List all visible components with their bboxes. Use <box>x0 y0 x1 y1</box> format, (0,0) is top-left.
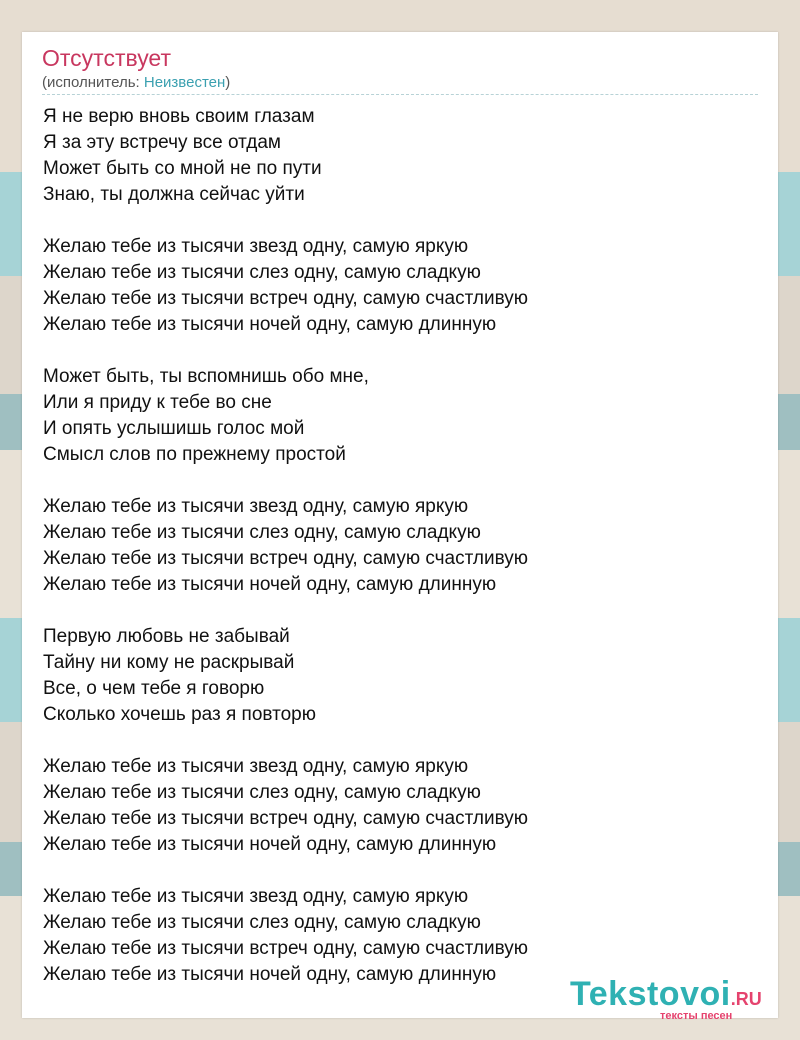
lyric-line: Желаю тебе из тысячи слез одну, самую сладкую <box>43 912 481 933</box>
stanza-chorus <box>43 884 528 988</box>
stanza <box>43 104 528 208</box>
artist-line <box>42 74 230 92</box>
lyrics-card <box>22 32 778 1022</box>
lyrics-body <box>43 104 528 988</box>
lyric-line: Желаю тебе из тысячи ночей одну, самую длинную <box>43 964 497 985</box>
lyric-line: Все, о чем тебе я говорю <box>43 678 265 699</box>
lyric-line: Сколько хочешь раз я повторю <box>43 704 316 725</box>
stanza-chorus <box>43 754 528 858</box>
logo-name: Tekstovoi <box>570 975 731 1013</box>
song-title: Отсутствует <box>42 45 171 71</box>
artist-suffix: ) <box>225 74 231 91</box>
lyric-line: Первую любовь не забывай <box>43 626 290 647</box>
title-divider <box>42 94 758 95</box>
logo-tld: .RU <box>730 989 762 1009</box>
lyric-line: Желаю тебе из тысячи встреч одну, самую счастливую <box>43 288 529 309</box>
lyric-line: И опять услышишь голос мой <box>43 418 305 439</box>
site-logo[interactable] <box>570 976 776 1020</box>
lyric-line: Я за эту встречу все отдам <box>43 132 281 153</box>
lyric-line: Желаю тебе из тысячи звезд одну, самую яркую <box>43 756 469 777</box>
lyric-line: Желаю тебе из тысячи звезд одну, самую яркую <box>43 886 469 907</box>
stanza-chorus <box>43 494 528 598</box>
lyric-line: Смысл слов по прежнему простой <box>43 444 346 465</box>
lyric-line: Желаю тебе из тысячи слез одну, самую сладкую <box>43 782 481 803</box>
lyric-line: Знаю, ты должна сейчас уйти <box>43 184 305 205</box>
lyric-line: Желаю тебе из тысячи встреч одну, самую счастливую <box>43 938 529 959</box>
lyric-line: Или я приду к тебе во сне <box>43 392 272 413</box>
lyric-line: Может быть, ты вспомнишь обо мне, <box>43 366 369 387</box>
lyric-line: Я не верю вновь своим глазам <box>43 106 315 127</box>
lyric-line: Желаю тебе из тысячи встреч одну, самую счастливую <box>43 808 529 829</box>
artist-prefix: (исполнитель: <box>42 74 144 91</box>
lyric-line: Может быть со мной не по пути <box>43 158 322 179</box>
logo-tagline: тексты песен <box>660 1010 733 1022</box>
lyric-line: Желаю тебе из тысячи ночей одну, самую длинную <box>43 574 497 595</box>
lyric-line: Желаю тебе из тысячи слез одну, самую сладкую <box>43 522 481 543</box>
lyric-line: Желаю тебе из тысячи слез одну, самую сладкую <box>43 262 481 283</box>
lyric-line: Желаю тебе из тысячи ночей одну, самую длинную <box>43 314 497 335</box>
stanza <box>43 364 528 468</box>
lyric-line: Тайну ни кому не раскрывай <box>43 652 295 673</box>
stanza <box>43 624 528 728</box>
lyric-line: Желаю тебе из тысячи ночей одну, самую длинную <box>43 834 497 855</box>
artist-link[interactable]: Неизвестен <box>143 74 226 91</box>
lyric-line: Желаю тебе из тысячи звезд одну, самую яркую <box>43 496 469 517</box>
lyric-line: Желаю тебе из тысячи звезд одну, самую яркую <box>43 236 469 257</box>
lyric-line: Желаю тебе из тысячи встреч одну, самую счастливую <box>43 548 529 569</box>
stanza-chorus <box>43 234 528 338</box>
